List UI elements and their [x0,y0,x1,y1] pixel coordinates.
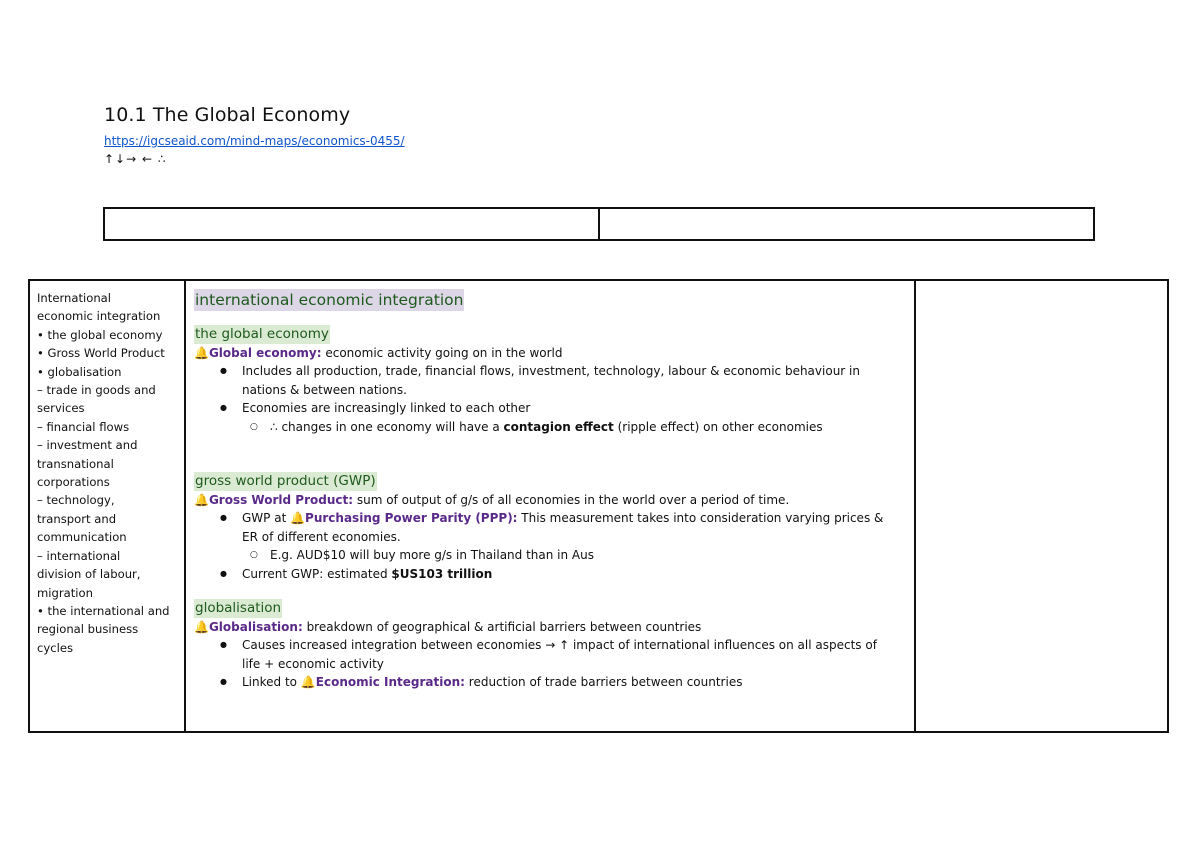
symbol-legend: ↑↓→ ← ∴ [104,152,167,166]
bullet-list [194,565,904,583]
outline-line: – investment and [37,438,138,453]
term: Gross World Product: [208,493,354,508]
outline-line: regional business [37,622,139,637]
outline-line: – financial flows [37,419,130,434]
outline-line: economic integration [37,309,161,324]
definition-gwp [194,491,904,509]
bullet-item: ● Economies are increasingly linked to each other [242,399,904,417]
bell-icon: 🔔 [290,511,306,526]
outline-line: International [37,291,111,305]
bell-icon: 🔔 [194,346,209,360]
bold-text: contagion effect [503,419,614,434]
header-cell-left [105,209,600,239]
bullet-item: ● Includes all production, trade, financial flows, investment, technology, labour & economic behaviour in nations & between nations. [242,362,904,399]
text: GWP at [242,511,291,526]
page-title: 10.1 The Global Economy [104,104,351,126]
globalisation-section [194,599,904,692]
outline-column [30,281,186,733]
text: Causes increased integration between economies → ↑ impact of international influences on all aspects of [242,638,877,653]
text: ∴ changes in one economy will have a [270,419,504,434]
text: reduction of trade barriers between countries [464,675,743,690]
definition-global-economy [194,344,904,362]
outline-line: services [37,401,85,416]
sub-bullet-item: ○ E.g. AUD$10 will buy more g/s in Thailand than in Aus [270,546,904,564]
definition-text: economic activity going on in the world [321,346,563,360]
section-heading: international economic integration [195,291,464,309]
gwp-section [194,472,904,583]
term: Global economy: [208,346,322,360]
sub-bullet-item [270,418,904,436]
text: ER of different economies. [242,529,401,544]
reference-link[interactable]: https://igcseaid.com/mind-maps/economics-0455/ [104,134,405,148]
definition-text: sum of output of g/s of all economies in the world over a period of time. [353,493,790,508]
subheading-global-economy: the global economy [195,326,329,342]
global-economy-section [194,325,904,436]
outline-line: • the international and [37,603,170,618]
term: Economic Integration: [315,675,465,690]
outline-line: – trade in goods and [37,383,156,398]
outline-line: • globalisation [37,364,122,379]
empty-header-table [103,207,1095,241]
sub-bullet-list [194,546,904,564]
outline-line: division of labour, [37,567,141,582]
text: Current GWP: estimated [242,566,392,581]
bell-icon: 🔔 [194,493,209,508]
term: Purchasing Power Parity (PPP): [305,511,518,526]
outline-line: – technology, [37,493,115,508]
outline-line: migration [37,585,93,600]
term: Globalisation: [208,620,303,635]
text: life + economic activity [242,656,384,671]
notes-column [186,281,916,733]
outline-line: transport and [37,511,117,526]
sub-bullet-list [194,418,904,436]
bullet-item [242,565,904,583]
bullet-item [242,636,904,673]
text: (ripple effect) on other economies [613,419,823,434]
subheading-globalisation: globalisation [195,600,282,617]
outline-line: transnational [37,456,114,471]
outline-line: • Gross World Product [37,346,165,361]
bullet-item [242,509,904,546]
outline-line: communication [37,530,127,545]
notes-table [28,279,1169,733]
definition-text: breakdown of geographical & artificial barriers between countries [302,620,702,635]
header-cell-right [600,209,1093,239]
subheading-gwp: gross world product (GWP) [195,473,376,490]
bell-icon: 🔔 [194,620,209,635]
outline-line: corporations [37,475,110,490]
bullet-list [194,362,904,417]
outline-line: • the global economy [37,327,163,342]
bullet-list [194,636,904,691]
definition-globalisation [194,618,904,636]
outline-line: – international [37,548,121,563]
text: Linked to [242,675,301,690]
empty-right-column [916,281,1167,733]
bold-text: $US103 trillion [391,566,493,581]
bullet-item [242,673,904,691]
outline-line: cycles [37,640,74,655]
bell-icon: 🔔 [300,675,316,690]
bullet-list [194,509,904,546]
text: This measurement takes into consideration varying prices & [517,511,884,526]
